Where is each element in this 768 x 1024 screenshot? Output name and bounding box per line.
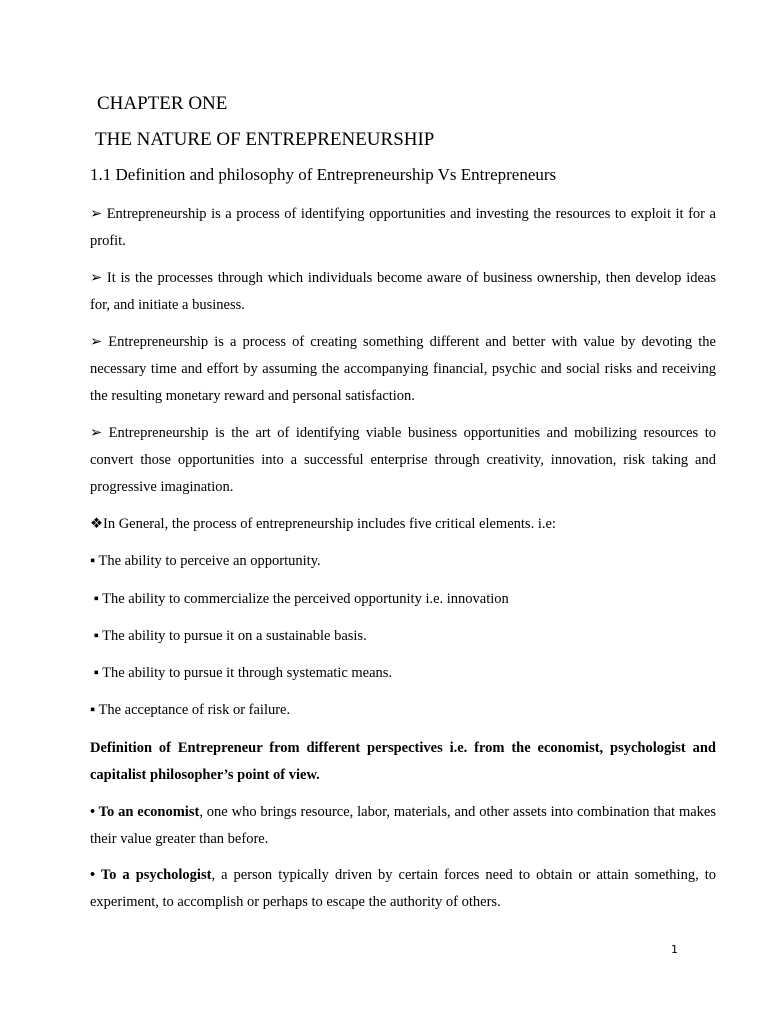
perspectives-heading: Definition of Entrepreneur from different perspectives i.e. from the economist, psychologist and capitalist philosopher’s point of view. bbox=[90, 740, 716, 783]
element-list-item: ▪ The ability to commercialize the perceived opportunity i.e. innovation bbox=[90, 591, 509, 607]
element-list-item: ▪ The acceptance of risk or failure. bbox=[90, 702, 291, 718]
perspective-item bbox=[90, 862, 716, 916]
perspective-text: , one who brings resource, labor, materials, and other assets into combination that makes their value greater than before. bbox=[90, 804, 716, 847]
definition-paragraph: ➢ It is the processes through which individuals become aware of business ownership, then develop ideas for, and initiate a business. bbox=[90, 270, 716, 313]
chapter-title: THE NATURE OF ENTREPRENEURSHIP bbox=[95, 129, 435, 150]
perspective-label: • To a psychologist bbox=[90, 867, 212, 883]
section-heading: 1.1 Definition and philosophy of Entrepreneurship Vs Entrepreneurs bbox=[90, 165, 557, 184]
perspective-label: • To an economist bbox=[90, 804, 200, 820]
element-list-item: ▪ The ability to pursue it through systematic means. bbox=[90, 665, 393, 681]
definition-paragraph: ➢ Entrepreneurship is a process of identifying opportunities and investing the resources to exploit it for a profit. bbox=[90, 206, 716, 249]
perspective-text: , a person typically driven by certain forces need to obtain or attain something, to experiment, to accomplish or perhaps to escape the authority of others. bbox=[90, 867, 717, 910]
page-number: 1 bbox=[671, 943, 678, 956]
definition-paragraph: ➢ Entrepreneurship is a process of creating something different and better with value by devoting the necessary time and effort by assuming the accompanying financial, psychic and social risks and receiving the resulting monetary reward and personal satisfaction. bbox=[90, 334, 716, 404]
general-intro: ❖In General, the process of entrepreneurship includes five critical elements. i.e: bbox=[90, 516, 556, 532]
element-list-item: ▪ The ability to perceive an opportunity. bbox=[90, 553, 321, 569]
element-list-item: ▪ The ability to pursue it on a sustainable basis. bbox=[90, 628, 367, 644]
perspective-item bbox=[90, 799, 716, 853]
definition-paragraph: ➢ Entrepreneurship is the art of identifying viable business opportunities and mobilizing resources to convert those opportunities into a successful enterprise through creativity, innovation, risk taking and progressive imagination. bbox=[90, 425, 716, 495]
chapter-heading: CHAPTER ONE bbox=[97, 93, 228, 114]
